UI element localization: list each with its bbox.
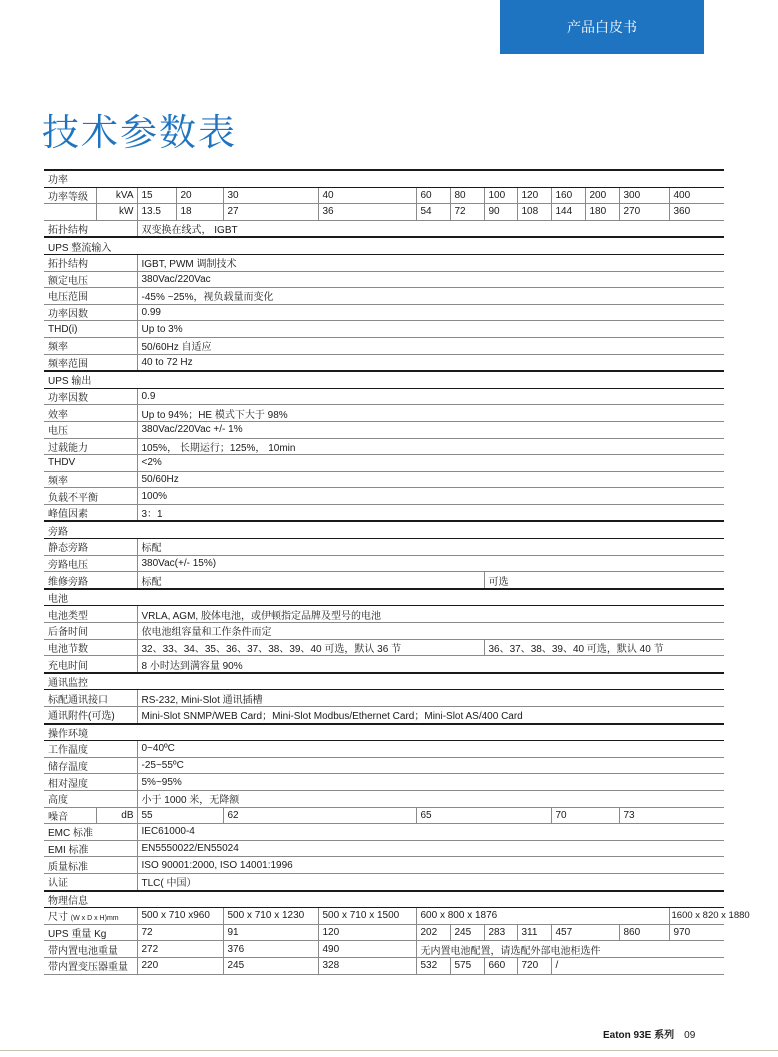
table-cell: 72 <box>450 204 484 221</box>
section-header <box>44 237 724 254</box>
table-row <box>44 741 724 758</box>
section-title: 物理信息 <box>44 891 724 908</box>
size-label: 尺寸 <box>48 912 68 924</box>
table-row <box>44 555 724 572</box>
row-value: 380Vac/220Vac +/- 1% <box>137 421 724 438</box>
row-label: 标配通讯接口 <box>44 690 137 707</box>
table-cell: 360 <box>669 204 724 221</box>
row-label: 电压 <box>44 421 137 438</box>
table-cell: 1600 x 820 x 1880 <box>669 908 724 925</box>
row-label: 通讯附件(可选) <box>44 707 137 724</box>
section-title: UPS 输出 <box>44 371 724 388</box>
row-label: 电池类型 <box>44 606 137 623</box>
row-value: VRLA, AGM, 胶体电池，或伊顿指定品牌及型号的电池 <box>137 606 724 623</box>
table-row <box>44 639 724 656</box>
table-row <box>44 405 724 422</box>
table-cell: 73 <box>619 807 724 824</box>
row-label: 高度 <box>44 790 137 807</box>
row-value: 标配 <box>137 539 724 556</box>
row-label: 额定电压 <box>44 271 137 288</box>
table-cell: 660 <box>484 957 517 974</box>
row-value: TLC( 中国） <box>137 873 724 890</box>
section-header <box>44 891 724 908</box>
row-label <box>44 204 96 221</box>
table-cell: 91 <box>223 924 318 941</box>
table-row <box>44 908 724 925</box>
bottom-rule <box>0 1050 778 1051</box>
section-title: 电池 <box>44 589 724 606</box>
table-cell: 283 <box>484 924 517 941</box>
table-cell: 144 <box>551 204 585 221</box>
section-title: 旁路 <box>44 521 724 538</box>
table-row <box>44 572 724 589</box>
row-value: IGBT, PWM 调制技术 <box>137 254 724 271</box>
table-cell: 80 <box>450 187 484 204</box>
table-row <box>44 488 724 505</box>
row-value: 0.99 <box>137 304 724 321</box>
table-cell: 70 <box>551 807 619 824</box>
table-cell: 65 <box>416 807 551 824</box>
row-label: 效率 <box>44 405 137 422</box>
section-title: 操作环境 <box>44 724 724 741</box>
row-label: 旁路电压 <box>44 555 137 572</box>
table-cell: 90 <box>484 204 517 221</box>
row-value: 依电池组容量和工作条件而定 <box>137 623 724 640</box>
section-header <box>44 521 724 538</box>
table-cell: / <box>551 957 724 974</box>
row-value: Up to 94%；HE 模式下大于 98% <box>137 405 724 422</box>
section-header <box>44 589 724 606</box>
table-cell: 400 <box>669 187 724 204</box>
table-row <box>44 288 724 305</box>
table-row <box>44 840 724 857</box>
row-label: 电压范围 <box>44 288 137 305</box>
table-cell: 36 <box>318 204 416 221</box>
table-cell: 376 <box>223 941 318 958</box>
row-label: 频率范围 <box>44 354 137 371</box>
row-label: 储存温度 <box>44 757 137 774</box>
table-cell: 13.5 <box>137 204 176 221</box>
table-row <box>44 354 724 371</box>
table-cell: 202 <box>416 924 450 941</box>
row-label: 频率 <box>44 337 137 354</box>
table-row <box>44 455 724 472</box>
unit-label: kW <box>96 204 137 221</box>
table-row <box>44 220 724 237</box>
row-label <box>44 908 137 925</box>
table-cell: 15 <box>137 187 176 204</box>
table-row <box>44 388 724 405</box>
row-value: 双变换在线式， IGBT <box>137 220 724 237</box>
table-cell: 575 <box>450 957 484 974</box>
table-cell: 532 <box>416 957 450 974</box>
table-row <box>44 271 724 288</box>
table-row <box>44 471 724 488</box>
section-title: 通讯监控 <box>44 673 724 690</box>
table-cell: 60 <box>416 187 450 204</box>
table-cell: 500 x 710 x960 <box>137 908 223 925</box>
table-row <box>44 438 724 455</box>
table-row <box>44 690 724 707</box>
table-cell: 245 <box>450 924 484 941</box>
spec-table <box>44 169 750 975</box>
table-cell: 62 <box>223 807 416 824</box>
table-row <box>44 187 724 204</box>
row-label: 维修旁路 <box>44 572 137 589</box>
row-value: <2% <box>137 455 724 472</box>
row-value: RS-232, Mini-Slot 通讯插槽 <box>137 690 724 707</box>
row-label: 电池节数 <box>44 639 137 656</box>
page-title: 技术参数表 <box>42 111 237 154</box>
table-row <box>44 304 724 321</box>
row-label: 后备时间 <box>44 623 137 640</box>
table-cell: 270 <box>619 204 669 221</box>
row-value: 5%~95% <box>137 774 724 791</box>
table-row <box>44 623 724 640</box>
row-value: 32、33、34、35、36、37、38、39、40 可选，默认 36 节 <box>137 639 484 656</box>
table-cell: 600 x 800 x 1876 <box>416 908 669 925</box>
table-cell: 500 x 710 x 1230 <box>223 908 318 925</box>
page-footer <box>603 1026 695 1041</box>
row-value: 50/60Hz 自适应 <box>137 337 724 354</box>
table-cell: 200 <box>585 187 619 204</box>
row-label: 拓扑结构 <box>44 254 137 271</box>
row-label: 拓扑结构 <box>44 220 137 237</box>
table-cell: 311 <box>517 924 551 941</box>
row-label: 充电时间 <box>44 656 137 673</box>
row-label: 质量标准 <box>44 857 137 874</box>
table-row <box>44 873 724 890</box>
table-row <box>44 857 724 874</box>
table-row <box>44 254 724 271</box>
table-cell: 18 <box>176 204 223 221</box>
table-cell: 40 <box>318 187 416 204</box>
table-cell: 970 <box>669 924 724 941</box>
table-cell: 500 x 710 x 1500 <box>318 908 416 925</box>
table-cell: 120 <box>517 187 551 204</box>
row-label: 噪音 <box>44 807 96 824</box>
table-cell: 160 <box>551 187 585 204</box>
table-cell: 20 <box>176 187 223 204</box>
row-value: 50/60Hz <box>137 471 724 488</box>
table-row <box>44 606 724 623</box>
brochure-tab <box>500 0 704 54</box>
table-cell: 328 <box>318 957 416 974</box>
row-value: Mini-Slot SNMP/WEB Card；Mini-Slot Modbus/Ethernet Card；Mini-Slot AS/400 Card <box>137 707 724 724</box>
row-value: 105%， 长期运行；125%， 10min <box>137 438 724 455</box>
table-cell: 30 <box>223 187 318 204</box>
row-label: EMI 标准 <box>44 840 137 857</box>
row-value: -25~55ºC <box>137 757 724 774</box>
table-row <box>44 707 724 724</box>
row-value: Up to 3% <box>137 321 724 338</box>
row-label: 带内置电池重量 <box>44 941 137 958</box>
table-row <box>44 957 724 974</box>
table-cell: 72 <box>137 924 223 941</box>
table-cell: 720 <box>517 957 551 974</box>
row-value: 标配 <box>137 572 484 589</box>
table-cell: 300 <box>619 187 669 204</box>
table-row <box>44 539 724 556</box>
row-value: IEC61000-4 <box>137 824 724 841</box>
table-row <box>44 807 724 824</box>
row-label: 功率因数 <box>44 304 137 321</box>
table-cell: 100 <box>484 187 517 204</box>
row-value: 0~40ºC <box>137 741 724 758</box>
row-label: 峰值因素 <box>44 504 137 521</box>
table-cell: 54 <box>416 204 450 221</box>
section-header <box>44 724 724 741</box>
size-unit: (W x D x H)mm <box>70 915 119 923</box>
row-value: 可选 <box>484 572 724 589</box>
table-row <box>44 321 724 338</box>
table-row <box>44 421 724 438</box>
row-value: 0.9 <box>137 388 724 405</box>
section-header <box>44 371 724 388</box>
row-label: 负载不平衡 <box>44 488 137 505</box>
row-label: 工作温度 <box>44 741 137 758</box>
table-row <box>44 924 724 941</box>
table-row <box>44 504 724 521</box>
row-value: 8 小时达到满容量 90% <box>137 656 724 673</box>
row-label: THDV <box>44 455 137 472</box>
row-label: THD(i) <box>44 321 137 338</box>
table-cell: 490 <box>318 941 416 958</box>
table-cell: 245 <box>223 957 318 974</box>
table-row <box>44 204 724 221</box>
section-title: 功率 <box>44 170 724 187</box>
row-label: 认证 <box>44 873 137 890</box>
table-cell: 220 <box>137 957 223 974</box>
row-label: 相对湿度 <box>44 774 137 791</box>
row-value: 40 to 72 Hz <box>137 354 724 371</box>
table-cell: 27 <box>223 204 318 221</box>
section-header <box>44 673 724 690</box>
table-row <box>44 337 724 354</box>
row-value: -45% ~25%，视负载量而变化 <box>137 288 724 305</box>
row-label: 静态旁路 <box>44 539 137 556</box>
table-cell: 860 <box>619 924 669 941</box>
series-name: Eaton 93E 系列 <box>603 1030 675 1041</box>
table-row <box>44 941 724 958</box>
row-value: ISO 90001:2000, ISO 14001:1996 <box>137 857 724 874</box>
table-cell: 108 <box>517 204 551 221</box>
row-label: 功率等级 <box>44 187 96 204</box>
table-cell: 272 <box>137 941 223 958</box>
row-label: 带内置变压器重量 <box>44 957 137 974</box>
section-title: UPS 整流输入 <box>44 237 724 254</box>
row-label: 功率因数 <box>44 388 137 405</box>
brochure-tab-label: 产品白皮书 <box>567 20 637 36</box>
table-cell: 120 <box>318 924 416 941</box>
row-value: 36、37、38、39、40 可选，默认 40 节 <box>484 639 724 656</box>
row-value: EN5550022/EN55024 <box>137 840 724 857</box>
table-row <box>44 774 724 791</box>
row-value: 380Vac(+/- 15%) <box>137 555 724 572</box>
row-value: 3：1 <box>137 504 724 521</box>
page-number: 09 <box>684 1030 696 1041</box>
table-row <box>44 824 724 841</box>
row-label: EMC 标准 <box>44 824 137 841</box>
row-label: 过载能力 <box>44 438 137 455</box>
table-row <box>44 757 724 774</box>
section-header <box>44 170 724 187</box>
row-label: UPS 重量 Kg <box>44 924 137 941</box>
row-value: 小于 1000 米，无降额 <box>137 790 724 807</box>
table-cell: 无内置电池配置，请选配外部电池柜选件 <box>416 941 724 958</box>
unit-label: kVA <box>96 187 137 204</box>
table-row <box>44 656 724 673</box>
table-cell: 180 <box>585 204 619 221</box>
unit-label: dB <box>96 807 137 824</box>
row-value: 100% <box>137 488 724 505</box>
row-label: 频率 <box>44 471 137 488</box>
row-value: 380Vac/220Vac <box>137 271 724 288</box>
table-cell: 457 <box>551 924 619 941</box>
table-row <box>44 790 724 807</box>
table-cell: 55 <box>137 807 223 824</box>
